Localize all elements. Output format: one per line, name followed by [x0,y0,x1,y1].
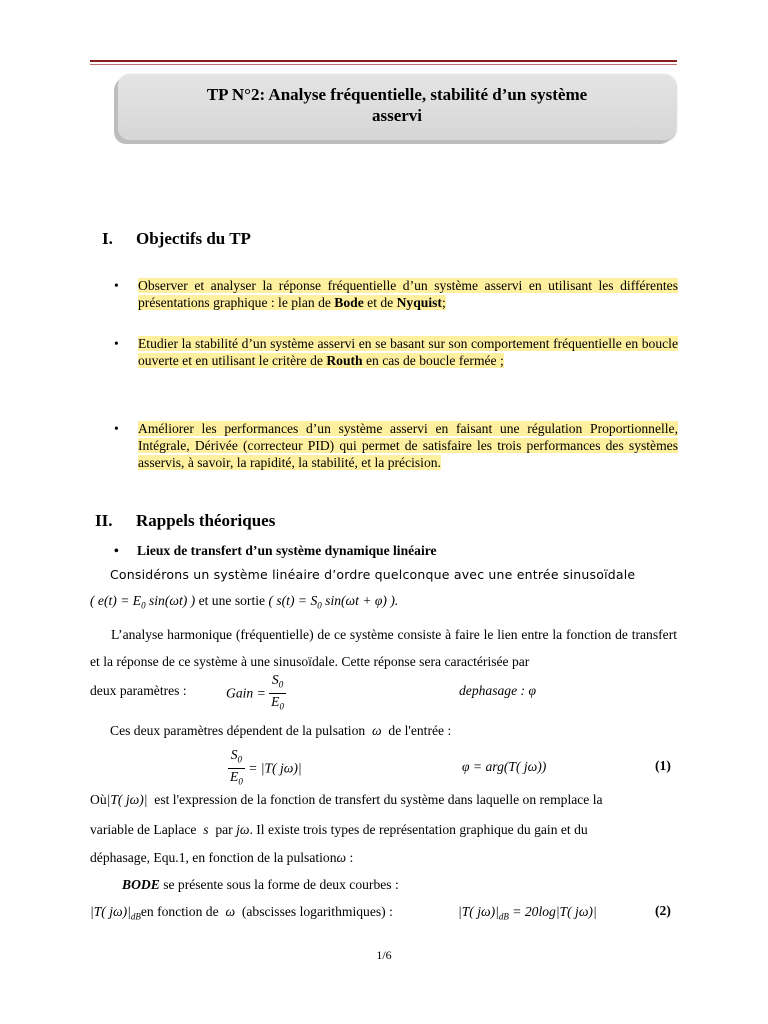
equation-1-phase: φ = arg(T( jω)) [462,759,547,774]
input-expression: ( $e(t) = E_0$ sin(ωt) ) [90,593,196,611]
page-number: 1/6 [376,948,392,962]
objective-item: • Améliorer les performances d’un système asservi en faisant une régulation Proportionnelle, Intégrale, Dérivée (correcteur PID) qui permet de satisfaire les trois performances des systèmes asservis, à savoir, la rapidité, la stabilité, et la précision. [110,420,678,471]
objective-item: • Etudier la stabilité d’un système asservi en se basant sur son comportement fréquentielle en boucle ouverte et en utilisant le critère de Routh en cas de boucle fermée ; [110,335,678,369]
para5-line2: variable de Laplace s par jω. Il existe trois types de représentation graphique du gain et du [90,822,588,837]
equation-1-label: (1) [655,758,671,773]
equation-2-rhs: |T( $j\omega)|_{dB} = 20\log|T$( jω)| [458,904,597,922]
title-line-1: TP N°2: Analyse fréquentielle, stabilité d’un système [206,85,588,104]
para4: Ces deux paramètres dépendent de la pulsation ω de l'entrée : [110,723,452,738]
objectives-list [110,277,678,311]
para3-lead: deux paramètres : [90,683,187,698]
subheading: • Lieux de transfert d’un système dynamique linéaire [114,543,437,558]
equation-2-label: (2) [655,903,671,918]
output-expression: ( $s(t) = S_0$ sin(ωt + φ) ). [268,593,399,611]
para5-line3: déphasage, Equ.1, en fonction de la pulsationω : [90,850,354,865]
equation-1-gain: $\frac{S_0}{E_0}$ = |T( jω)| [230,747,302,787]
equation-2-lhs: |T( $j\omega)|_{dB}en$ fonction de ω (abscisses logarithmiques) : [90,904,393,922]
objectives-list-3 [110,420,678,471]
header-rule [90,60,677,62]
para5-line1: Où|T( jω)| est l'expression de la fonction de transfert du système dans laquelle on remplace la [90,792,603,807]
objective-item: • Observer et analyser la réponse fréquentielle d’un système asservi en utilisant les différentes présentations graphique : le plan de Bode et de Nyquist; [110,277,678,311]
para1-line1: Considérons un système linéaire d’ordre quelconque avec une entrée sinusoïdale [110,567,636,582]
bode-intro: BODE se présente sous la forme de deux courbes : [122,877,399,892]
section-2-number: II. [95,511,113,530]
title-line-2: asservi [371,106,423,125]
para1-line2: ( $e(t) = E_0$ sin(ωt) ) et une sortie ( $s(t) = S_0$ sin(ωt + φ) ). [90,593,399,611]
gain-formula: Gain = $\frac{S_0}{E_0}$ [226,672,284,712]
section-2-title: Rappels théoriques [136,511,276,530]
section-1-heading [102,229,251,249]
para2: L’analyse harmonique (fréquentielle) de ce système consiste à faire le lien entre la fonction de transfert et la réponse de ce système à une sinusoïdale. Cette réponse sera caractérisée par [90,627,677,669]
objectives-list-2 [110,335,678,369]
section-2-heading [95,511,275,531]
dephasage-formula: dephasage : φ [459,683,536,698]
section-1-number: I. [102,229,113,248]
document-title-box [118,74,676,140]
section-1-title: Objectifs du TP [136,229,251,248]
header-rule-thin [90,64,677,65]
